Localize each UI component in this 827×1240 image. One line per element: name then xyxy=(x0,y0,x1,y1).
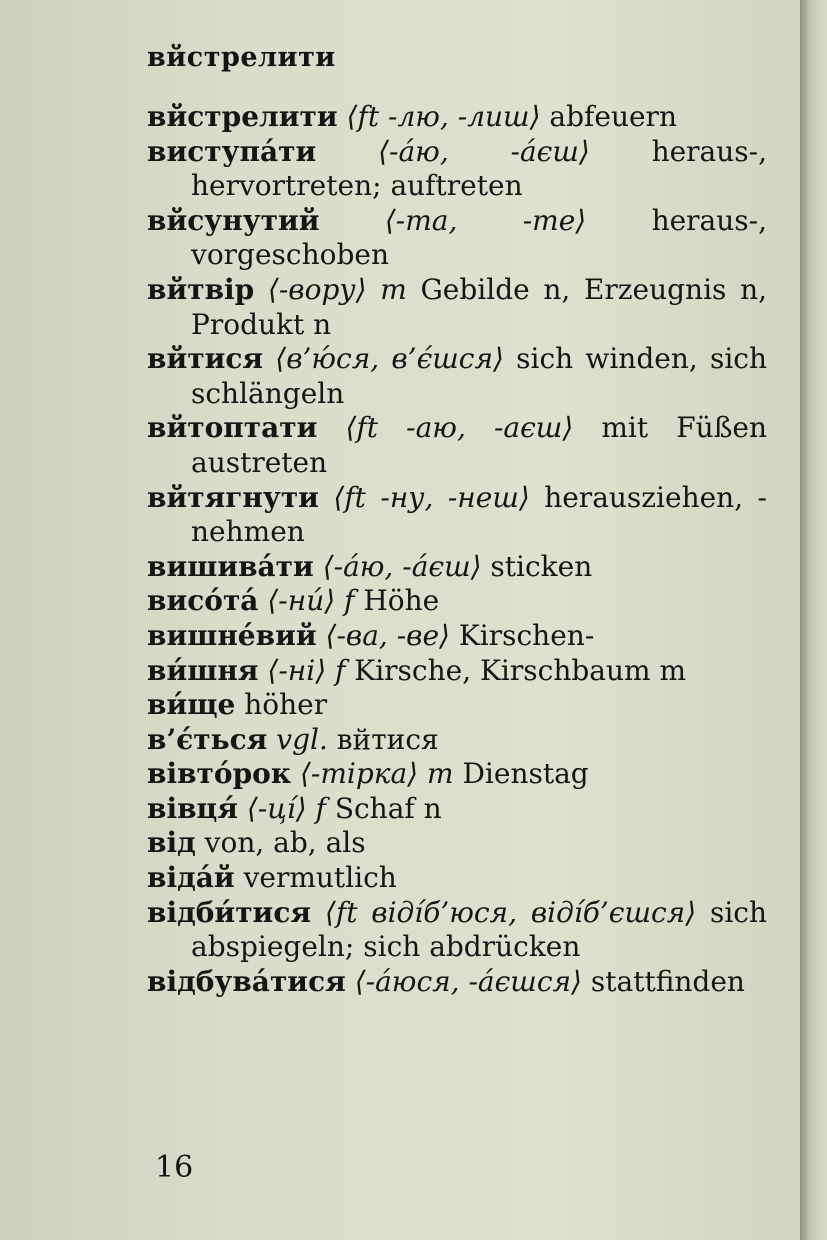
entry-headword: вйтоптати xyxy=(147,411,318,445)
dictionary-entry xyxy=(147,550,767,585)
entry-headword: вйтися xyxy=(147,342,264,376)
entry-headword: вівця́ xyxy=(147,791,238,825)
entry-grammar: ⟨ft -лю, -лиш⟩ xyxy=(346,100,541,133)
entry-translation: вйтися xyxy=(336,722,439,756)
dictionary-entry xyxy=(147,204,767,273)
entry-translation: Kirschen- xyxy=(458,618,595,652)
book-spine-shadow xyxy=(800,0,827,1240)
entry-grammar: ⟨ft віді́б’юся, віді́б’єшся⟩ xyxy=(324,895,697,929)
entry-translation: höher xyxy=(244,688,328,722)
entry-headword: ви́шня xyxy=(147,653,259,687)
dictionary-entry xyxy=(147,100,767,135)
entry-headword: від xyxy=(147,826,196,860)
entry-translation: Höhe xyxy=(363,584,440,618)
entry-headword: висо́та́ xyxy=(147,584,259,618)
entry-translation: heraus-, vorgeschoben xyxy=(191,203,768,272)
entry-headword: ви́ще xyxy=(147,688,236,722)
entry-translation: stattfinden xyxy=(590,964,745,998)
entry-list xyxy=(147,100,767,999)
entry-translation: Gebilde n, Erzeugnis n, Produkt n xyxy=(191,272,768,341)
entry-translation: sticken xyxy=(490,549,593,583)
dictionary-entry xyxy=(147,619,767,654)
entry-translation: vermutlich xyxy=(243,861,397,895)
entry-headword: виступа́ти xyxy=(147,134,317,168)
entry-headword: вйстрелити xyxy=(147,100,338,133)
entry-grammar: ⟨-ні⟩ f xyxy=(267,653,346,687)
entry-translation: Schaf n xyxy=(334,791,442,825)
dictionary-entry xyxy=(147,723,767,758)
entry-headword: в’є́ться xyxy=(147,722,268,756)
running-header: вйстрелити xyxy=(147,42,336,73)
dictionary-entry xyxy=(147,896,767,965)
dictionary-entry xyxy=(147,411,767,480)
entry-translation: sich abspiegeln; sich abdrücken xyxy=(191,895,768,964)
dictionary-entry xyxy=(147,757,767,792)
entry-headword: вйсунутий xyxy=(147,203,320,237)
entry-grammar: ⟨-а́ю, -а́єш⟩ xyxy=(322,549,482,583)
dictionary-entry xyxy=(147,584,767,619)
entry-grammar: ⟨-а́ю, -а́єш⟩ xyxy=(378,134,590,168)
entry-translation: mit Füßen austreten xyxy=(191,411,768,479)
entry-translation: heraus-, hervortreten; auftreten xyxy=(191,134,768,203)
entry-translation: von, ab, als xyxy=(204,826,366,860)
entry-grammar: vgl. xyxy=(276,722,328,756)
entry-headword: вівто́рок xyxy=(147,757,292,791)
entry-grammar: ⟨-ва, -ве⟩ xyxy=(325,618,450,652)
entry-headword: відбува́тися xyxy=(147,964,346,998)
entry-translation: Dienstag xyxy=(462,757,589,791)
entry-grammar: ⟨-вору⟩ m xyxy=(267,272,407,306)
dictionary-entry xyxy=(147,342,767,411)
entry-headword: вишива́ти xyxy=(147,549,314,583)
entry-translation: abfeuern xyxy=(549,100,677,133)
dictionary-entry xyxy=(147,861,767,896)
entry-grammar: ⟨-ни́⟩ f xyxy=(267,584,355,618)
entry-translation: sich winden, sich schlängeln xyxy=(191,342,767,410)
entry-headword: віда́й xyxy=(147,861,235,895)
entry-translation: herausziehen, -nehmen xyxy=(191,480,767,549)
dictionary-entry xyxy=(147,273,767,342)
entry-grammar: ⟨-а́юся, -а́єшся⟩ xyxy=(354,964,582,998)
dictionary-entry xyxy=(147,688,767,723)
dictionary-entry xyxy=(147,965,767,1000)
entry-grammar: ⟨в’ю́ся, в’є́шся⟩ xyxy=(275,342,504,376)
page-number: 16 xyxy=(155,1150,194,1185)
entry-grammar: ⟨-ці́⟩ f xyxy=(246,791,326,825)
entry-headword: вйтягнути xyxy=(147,480,319,514)
dictionary-entry xyxy=(147,654,767,689)
entry-translation: Kirsche, Kirschbaum m xyxy=(354,653,687,687)
entry-grammar: ⟨ft -аю, -аєш⟩ xyxy=(345,411,574,445)
dictionary-entry xyxy=(147,481,767,550)
entry-headword: вйтвір xyxy=(147,272,255,306)
entry-headword: вишне́вий xyxy=(147,618,317,652)
entry-headword: відби́тися xyxy=(147,895,312,929)
entry-grammar: ⟨ft -ну, -неш⟩ xyxy=(333,480,530,514)
entry-grammar: ⟨-та, -те⟩ xyxy=(384,203,587,237)
dictionary-entry xyxy=(147,792,767,827)
dictionary-entry xyxy=(147,135,767,204)
dictionary-entry xyxy=(147,826,767,861)
entry-grammar: ⟨-тірка⟩ m xyxy=(299,757,454,791)
